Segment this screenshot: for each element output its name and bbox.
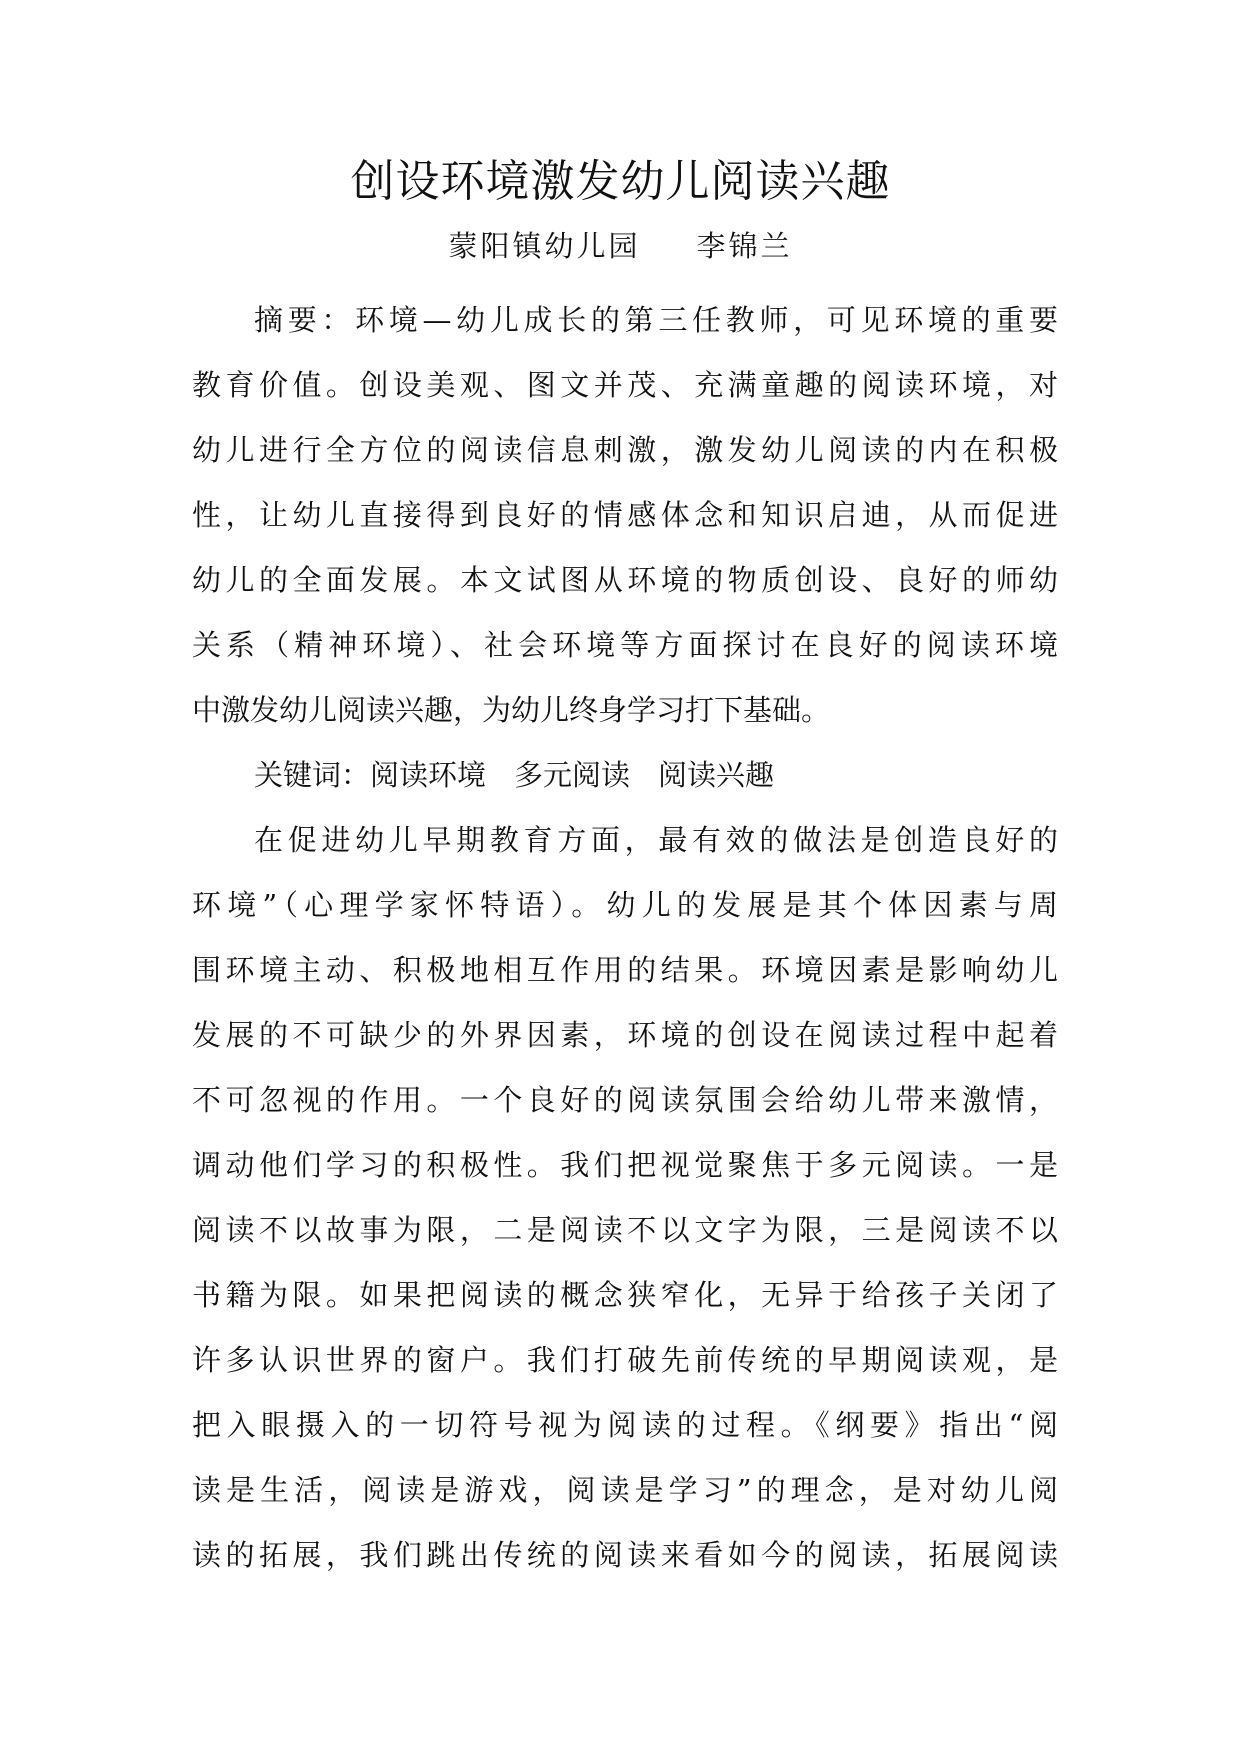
author-name: 李锦兰 xyxy=(696,229,793,263)
abstract-line: 关系（精神环境）、社会环境等方面探讨在良好的阅读环境 xyxy=(192,628,1058,662)
keywords-label: 关键词： xyxy=(254,758,371,792)
abstract-line: 摘要：环境—幼儿成长的第三任教师，可见环境的重要 xyxy=(254,303,1058,337)
body-line: 调动他们学习的积极性。我们把视觉聚焦于多元阅读。一是 xyxy=(192,1148,1058,1182)
abstract-paragraph xyxy=(192,288,1058,743)
body-line: 发展的不可缺少的外界因素，环境的创设在阅读过程中起着 xyxy=(192,1018,1058,1052)
abstract-line: 性，让幼儿直接得到良好的情感体念和知识启迪，从而促进 xyxy=(192,498,1058,532)
document-body xyxy=(192,288,1058,1588)
body-line: 许多认识世界的窗户。我们打破先前传统的早期阅读观，是 xyxy=(192,1343,1058,1377)
body-line: 把入眼摄入的一切符号视为阅读的过程。《纲要》指出“阅 xyxy=(192,1408,1058,1442)
keyword: 阅读环境 xyxy=(370,758,487,792)
abstract-line: 中激发幼儿阅读兴趣，为幼儿终身学习打下基础。 xyxy=(192,693,831,727)
abstract-line: 幼儿的全面发展。本文试图从环境的物质创设、良好的师幼 xyxy=(192,563,1058,597)
body-line: 围环境主动、积极地相互作用的结果。环境因素是影响幼儿 xyxy=(192,953,1058,987)
body-line: 不可忽视的作用。一个良好的阅读氛围会给幼儿带来激情， xyxy=(192,1083,1058,1117)
abstract-line: 幼儿进行全方位的阅读信息刺激，激发幼儿阅读的内在积极 xyxy=(192,433,1058,467)
author-line xyxy=(0,222,1241,270)
keywords-line xyxy=(192,743,1058,808)
document-title: 创设环境激发幼儿阅读兴趣 xyxy=(350,156,891,207)
body-paragraph xyxy=(192,808,1058,1588)
body-line: 在促进幼儿早期教育方面，最有效的做法是创造良好的 xyxy=(254,823,1058,857)
body-line: 环境”（心理学家怀特语）。幼儿的发展是其个体因素与周 xyxy=(192,888,1058,922)
author-organization: 蒙阳镇幼儿园 xyxy=(448,229,641,263)
keyword: 阅读兴趣 xyxy=(658,758,775,792)
abstract-line: 教育价值。创设美观、图文并茂、充满童趣的阅读环境，对 xyxy=(192,368,1058,402)
body-line: 读是生活，阅读是游戏，阅读是学习”的理念，是对幼儿阅 xyxy=(192,1473,1058,1507)
keyword: 多元阅读 xyxy=(514,758,631,792)
body-line: 读的拓展，我们跳出传统的阅读来看如今的阅读，拓展阅读 xyxy=(192,1538,1058,1572)
body-line: 书籍为限。如果把阅读的概念狭窄化，无异于给孩子关闭了 xyxy=(192,1278,1058,1312)
body-line: 阅读不以故事为限，二是阅读不以文字为限，三是阅读不以 xyxy=(192,1213,1058,1247)
